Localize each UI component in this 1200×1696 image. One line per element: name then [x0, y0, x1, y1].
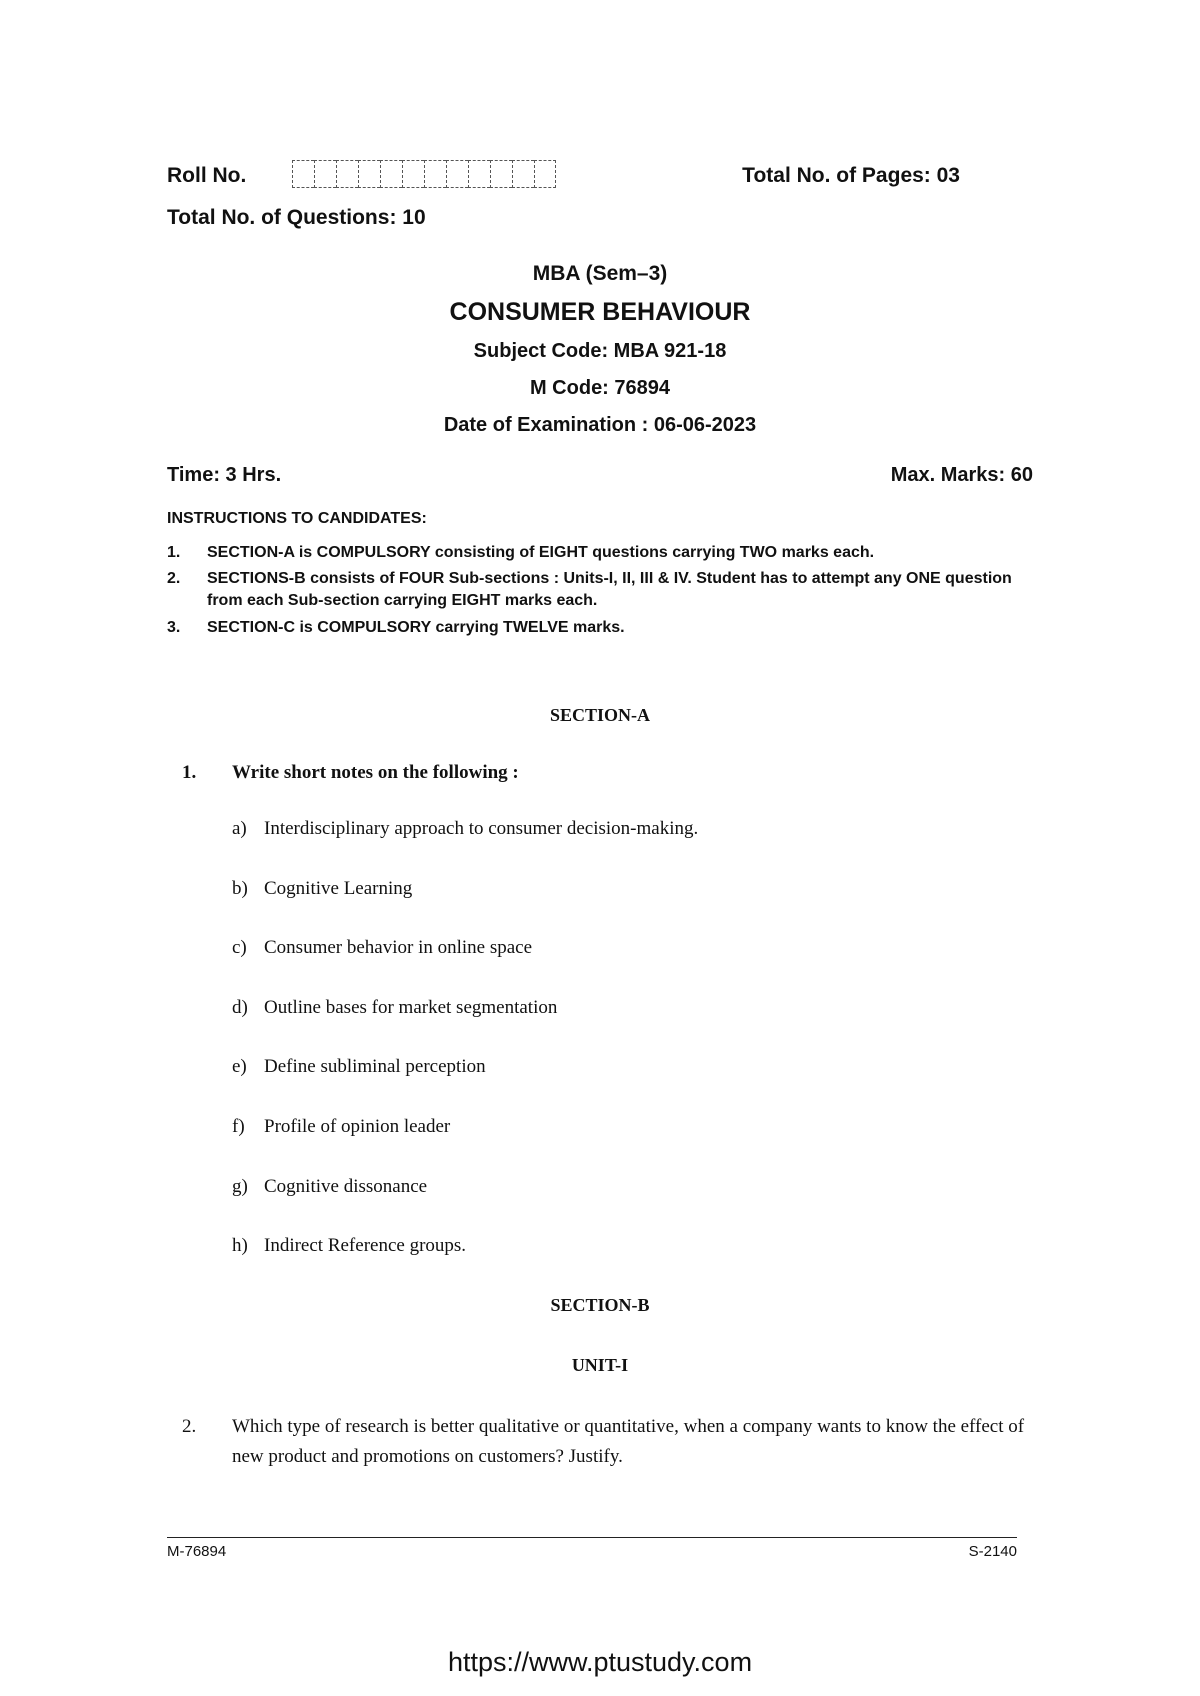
- max-marks: Max. Marks: 60: [890, 464, 1033, 486]
- question-number: 2.: [182, 1416, 197, 1437]
- footer-s-code: S-2140: [968, 1543, 1017, 1560]
- item-text: Indirect Reference groups.: [264, 1235, 467, 1257]
- item-letter: c): [232, 937, 247, 959]
- exam-date: Date of Examination : 06-06-2023: [443, 414, 757, 436]
- instruction-number: 1.: [167, 544, 181, 561]
- list-item: [232, 1235, 698, 1295]
- roll-number-box: [534, 160, 556, 188]
- section-b-heading: SECTION-B: [550, 1295, 650, 1315]
- section-a-heading: SECTION-A: [549, 705, 651, 725]
- roll-number-box: [446, 160, 468, 188]
- list-item: [232, 937, 698, 997]
- list-item: [232, 1116, 698, 1176]
- item-text: Consumer behavior in online space: [264, 937, 533, 959]
- list-item: [232, 997, 698, 1057]
- item-letter: g): [232, 1175, 248, 1197]
- exam-time: Time: 3 Hrs.: [167, 464, 282, 486]
- roll-number-box: [424, 160, 446, 188]
- item-text: Define subliminal perception: [264, 1056, 486, 1078]
- question-text: Write short notes on the following :: [232, 762, 519, 783]
- total-pages: Total No. of Pages: 03: [742, 164, 960, 187]
- list-item: [232, 1056, 698, 1116]
- instruction-item: [167, 542, 1047, 564]
- footer-divider: [167, 1537, 1017, 1538]
- instruction-text: SECTION-C is COMPULSORY carrying TWELVE marks.: [207, 619, 625, 636]
- question-text: Which type of research is better qualitative or quantitative, when a company wants to know the effect of new product and promotions on customers? Justify.: [232, 1416, 1025, 1467]
- question-1-subitems: [232, 818, 698, 1295]
- roll-number-box: [468, 160, 490, 188]
- item-text: Interdisciplinary approach to consumer decision-making.: [264, 818, 699, 839]
- roll-number-box: [512, 160, 534, 188]
- instructions-heading: INSTRUCTIONS TO CANDIDATES:: [167, 510, 427, 527]
- list-item: [232, 878, 698, 938]
- item-text: Cognitive dissonance: [264, 1175, 428, 1197]
- item-letter: a): [232, 818, 247, 839]
- total-questions: Total No. of Questions: 10: [167, 206, 426, 229]
- list-item: [232, 818, 698, 878]
- list-item: [232, 1176, 698, 1236]
- item-letter: h): [232, 1235, 248, 1257]
- instruction-number: 3.: [167, 619, 181, 636]
- roll-number-box: [336, 160, 358, 188]
- website-watermark[interactable]: https://www.ptustudy.com: [447, 1647, 753, 1677]
- roll-number-box: [490, 160, 512, 188]
- question-1: [182, 758, 1042, 788]
- instruction-item: [167, 568, 1047, 612]
- course-title: MBA (Sem–3): [532, 262, 668, 285]
- subject-code: Subject Code: MBA 921-18: [473, 340, 727, 362]
- roll-number-box: [380, 160, 402, 188]
- instruction-item: [167, 617, 1047, 639]
- roll-number-box: [292, 160, 314, 188]
- roll-number-box: [402, 160, 424, 188]
- question-number: 1.: [182, 762, 197, 783]
- instruction-number: 2.: [167, 570, 181, 587]
- item-text: Profile of opinion leader: [264, 1115, 451, 1137]
- item-letter: d): [232, 996, 248, 1018]
- footer-m-code: M-76894: [167, 1543, 227, 1560]
- instruction-text: SECTION-A is COMPULSORY consisting of EIGHT questions carrying TWO marks each.: [207, 544, 875, 561]
- subject-title: CONSUMER BEHAVIOUR: [449, 298, 751, 326]
- item-text: Outline bases for market segmentation: [264, 996, 558, 1018]
- roll-number-boxes: [292, 160, 556, 188]
- unit-1-heading: UNIT-I: [571, 1355, 629, 1375]
- m-code: M Code: 76894: [529, 377, 671, 399]
- roll-number-box: [358, 160, 380, 188]
- roll-number-label: Roll No.: [167, 164, 247, 187]
- item-letter: f): [232, 1115, 245, 1137]
- item-text: Cognitive Learning: [264, 877, 413, 899]
- item-letter: e): [232, 1056, 247, 1078]
- instruction-text: SECTIONS-B consists of FOUR Sub-sections : Units-I, II, III & IV. Student has to attempt any ONE question from each Sub-section carrying EIGHT marks each.: [207, 570, 1012, 609]
- item-letter: b): [232, 877, 248, 899]
- question-2: [182, 1412, 1042, 1472]
- roll-number-box: [314, 160, 336, 188]
